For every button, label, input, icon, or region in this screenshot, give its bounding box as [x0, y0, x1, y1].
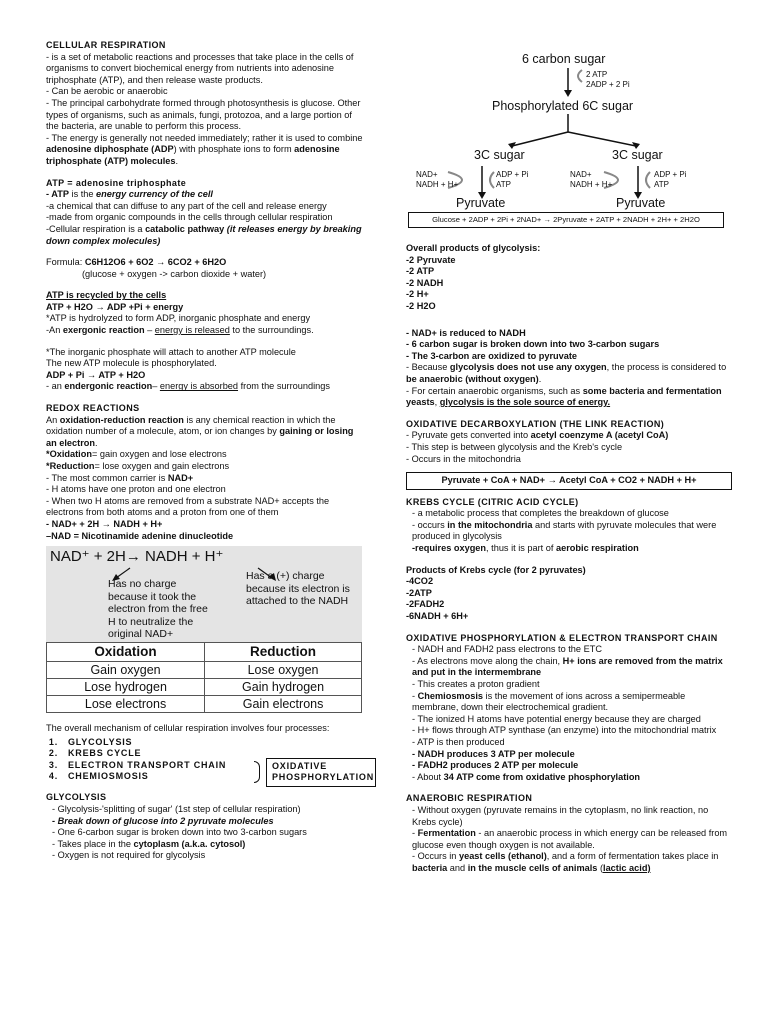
reduction-definition: *Reduction= lose oxygen and gain electrons: [46, 461, 230, 471]
glycolysis-products-heading: Overall products of glycolysis:: [406, 243, 541, 253]
atp-line-1: - ATP is the energy currency of the cell: [46, 189, 213, 200]
table-cell: Gain electrons: [205, 696, 362, 713]
left-column: [46, 40, 375, 862]
right-column: [406, 243, 732, 875]
list-item: 3. ELECTRON TRANSPORT CHAIN: [48, 759, 227, 770]
list-item: -2 Pyruvate: [406, 254, 456, 265]
nad-illustration: [46, 546, 362, 642]
table-cell: Gain hydrogen: [205, 679, 362, 696]
cellular-respiration-heading: CELLULAR RESPIRATION: [46, 40, 166, 50]
nad-no-charge-note: Has no charge because it took the electron from the free H to neutralize the original NAD+: [108, 578, 208, 641]
etc-line-8: - NADH produces 3 ATP per molecule: [412, 748, 575, 759]
atp-hydrolysis-note: *ATP is hydrolyzed to form ADP, inorganic phosphate and energy: [46, 313, 311, 324]
krebs-heading: KREBS CYCLE (CITRIC ACID CYCLE): [406, 496, 579, 507]
reduction-column-header: Reduction: [205, 643, 362, 662]
nadh-right-label: NADH + H+: [570, 180, 613, 189]
list-item: -2 H+: [406, 289, 429, 300]
atp-input-label: 2 ATP: [586, 70, 608, 79]
table-row: [47, 696, 362, 713]
etc-line-5: - The ionized H atoms have potential energy because they are charged: [412, 713, 701, 724]
h-atom-note: - H atoms have one proton and one electron: [46, 484, 226, 495]
respiration-carbohydrate: - The principal carbohydrate formed through photosynthesis is glucose. Other types of organisms, such as animals, fungi, protozoa, and a large portion of the bacteria, are unable to perform this process.: [46, 97, 361, 132]
pyruvate-right-label: Pyruvate: [616, 196, 666, 210]
atp-heading: ATP = adenosine triphosphate: [46, 177, 187, 188]
atp-right-label: ATP: [654, 180, 669, 189]
etc-line-6: - H+ flows through ATP synthase (an enzyme) into the mitochondrial matrix: [412, 725, 717, 736]
table-cell: Lose hydrogen: [47, 679, 205, 696]
list-item: 4. CHEMIOSMOSIS: [48, 770, 149, 781]
list-item: -2ATP: [406, 587, 432, 598]
glycolysis-note-3: - The 3-carbon are oxidized to pyruvate: [406, 350, 578, 361]
glycolysis-note-5: - For certain anaerobic organisms, such as some bacteria and fermentation yeasts, glycolysis is the sole source of energy.: [406, 385, 722, 408]
atp-line-2: -a chemical that can diffuse to any part of the cell and release energy: [46, 200, 327, 211]
krebs-line-1: - a metabolic process that completes the breakdown of glucose: [412, 508, 669, 519]
etc-line-4: - Chemiosmosis is the movement of ions across a semipermeable membrane, down their electrochemical gradient.: [412, 690, 686, 713]
etc-line-1: - NADH and FADH2 pass electrons to the ETC: [412, 644, 602, 655]
etc-line-9: - FADH2 produces 2 ATP per molecule: [412, 760, 579, 771]
glycolysis-line-5: - Oxygen is not required for glycolysis: [52, 850, 206, 861]
oxidative-phosphorylation-box: OXIDATIVE PHOSPHORYLATION: [266, 758, 376, 787]
glycolysis-line-3: - One 6-carbon sugar is broken down into two 3-carbon sugars: [52, 827, 307, 838]
phosphorylated-sugar-label: Phosphorylated 6C sugar: [492, 99, 634, 113]
link-reaction-equation: Pyruvate + CoA + NAD+ → Acetyl CoA + CO2 + NADH + H+: [406, 472, 732, 490]
respiration-formula-words: (glucose + oxygen -> carbon dioxide + water): [82, 268, 267, 279]
list-item: -2 H2O: [406, 300, 436, 311]
link-line-2: - This step is between glycolysis and the Kreb's cycle: [406, 441, 623, 452]
three-carbon-sugar-left: 3C sugar: [474, 148, 525, 162]
atp-recycled: ATP is recycled by the cells: [46, 290, 167, 301]
atp-left-label: ATP: [496, 180, 511, 189]
atp-synthesis-equation: ADP + Pi → ATP + H2O: [46, 369, 146, 380]
table-cell: Gain oxygen: [47, 662, 205, 679]
atp-line-3: -made from organic compounds in the cells through cellular respiration: [46, 212, 333, 223]
nad-reduction-equation: - NAD+ + 2H → NADH + H+: [46, 518, 163, 529]
etc-heading: OXIDATIVE PHOSPHORYLATION & ELECTRON TRANSPORT CHAIN: [406, 632, 718, 643]
oxidation-reduction-table: [46, 642, 362, 713]
adp-output-label: 2ADP + 2 Pi: [586, 80, 630, 89]
nad-right-label: NAD+: [570, 170, 592, 179]
etc-line-7: - ATP is then produced: [412, 736, 505, 747]
nad-equation-large: NAD⁺ + 2H→ NADH + H⁺: [50, 548, 224, 566]
list-item: -2 ATP: [406, 266, 435, 277]
glycolysis-equation-box: Glucose + 2ADP + 2Pi + 2NAD+ → 2Pyruvate + 2ATP + 2NADH + 2H+ + 2H2O: [408, 212, 724, 228]
table-row: [47, 662, 362, 679]
respiration-formula: Formula: C6H12O6 + 6O2 → 6CO2 + 6H2O: [46, 257, 227, 268]
glycolysis-note-2: - 6 carbon sugar is broken down into two 3-carbon sugars: [406, 339, 660, 350]
link-line-3: - Occurs in the mitochondria: [406, 453, 521, 464]
atp-hydrolysis-equation: ATP + H2O → ADP +Pi + energy: [46, 301, 184, 312]
anaerobic-line-2: - Fermentation - an anaerobic process in which energy can be released from glucose even though oxygen is not available.: [412, 828, 728, 850]
table-cell: Lose oxygen: [205, 662, 362, 679]
phosphorylated-note: The new ATP molecule is phosphorylated.: [46, 358, 217, 369]
three-carbon-sugar-right: 3C sugar: [612, 148, 663, 162]
glycolysis-products-list: [406, 255, 732, 313]
anaerobic-line-3: - Occurs in yeast cells (ethanol), and a form of fermentation takes place in bacteria and in the muscle cells of animals (lactic acid): [412, 851, 719, 873]
list-item: -2FADH2: [406, 599, 445, 610]
anaerobic-line-1: - Without oxygen (pyruvate remains in the cytoplasm, no link reaction, no Krebs cycle): [412, 804, 709, 827]
carrier-note: - The most common carrier is NAD+: [46, 472, 194, 483]
list-item: 2. KREBS CYCLE: [48, 748, 142, 759]
nad-left-label: NAD+: [416, 170, 438, 179]
glycolysis-line-4: - Takes place in the cytoplasm (a.k.a. cytosol): [52, 838, 246, 849]
krebs-products-list: [406, 576, 732, 622]
endergonic-note: - an endergonic reaction– energy is absorbed from the surroundings: [46, 381, 330, 392]
krebs-line-2: - occurs in the mitochondria and starts with pyruvate molecules that were produced in glycolysis: [412, 519, 717, 542]
respiration-definition: - is a set of metabolic reactions and processes that take place in the cells of organisms to convert biochemical energy from nutrients into adenosine triphosphate (ATP), and then release waste products.: [46, 51, 354, 85]
list-item: -2 NADH: [406, 277, 444, 288]
oxidation-definition: *Oxidation= gain oxygen and lose electrons: [46, 449, 227, 460]
table-cell: Lose electrons: [47, 696, 205, 713]
nadh-left-label: NADH + H+: [416, 180, 459, 189]
respiration-energy: - The energy is generally not needed immediately; rather it is used to combine adenosine diphosphate (ADP) with phosphate ions to form adenosine triphosphate (ATP) molecules.: [46, 132, 363, 166]
redox-heading: REDOX REACTIONS: [46, 403, 140, 414]
respiration-type: - Can be aerobic or anaerobic: [46, 86, 168, 97]
adp-right-label: ADP + Pi: [654, 170, 687, 179]
mechanism-intro: The overall mechanism of cellular respiration involves four processes:: [46, 723, 330, 734]
anaerobic-heading: ANAEROBIC RESPIRATION: [406, 793, 533, 804]
krebs-products-heading: Products of Krebs cycle (for 2 pyruvates): [406, 564, 586, 575]
link-reaction-heading: OXIDATIVE DECARBOXYLATION (THE LINK REACTION): [406, 418, 665, 429]
atp-line-4: -Cellular respiration is a catabolic pathway (it releases energy by breaking down complex molecules): [46, 223, 362, 246]
krebs-line-3: -requires oxygen, thus it is part of aerobic respiration: [412, 543, 639, 554]
inorganic-phosphate-note: *The inorganic phosphate will attach to another ATP molecule: [46, 346, 296, 357]
list-item: 1. GLYCOLYSIS: [48, 736, 133, 747]
bracket-icon: [254, 761, 260, 783]
list-item: -6NADH + 6H+: [406, 611, 469, 622]
link-line-1: - Pyruvate gets converted into acetyl coenzyme A (acetyl CoA): [406, 430, 669, 441]
glycolysis-line-2: - Break down of glucose into 2 pyruvate molecules: [52, 815, 274, 826]
table-row: [47, 679, 362, 696]
list-item: -4CO2: [406, 576, 434, 587]
process-list: [46, 736, 375, 783]
adp-left-label: ADP + Pi: [496, 170, 529, 179]
etc-line-2: - As electrons move along the chain, H+ ions are removed from the matrix and put in the intermembrane: [412, 655, 723, 678]
oxidation-column-header: Oxidation: [47, 643, 205, 662]
nad-accepts-note: - When two H atoms are removed from a substrate NAD+ accepts the electrons from both atoms and a proton from one of them: [46, 495, 330, 518]
redox-definition: An oxidation-reduction reaction is any chemical reaction in which the oxidation number of a molecule, atom, or ion changes by gaining or losing an electron.: [46, 414, 354, 448]
glycolysis-heading: GLYCOLYSIS: [46, 792, 107, 803]
glycolysis-diagram: [400, 42, 730, 242]
pyruvate-left-label: Pyruvate: [456, 196, 506, 210]
etc-line-10: - About 34 ATP come from oxidative phosphorylation: [412, 771, 641, 782]
glycolysis-line-1: - Glycolysis-'splitting of sugar' (1st step of cellular respiration): [52, 803, 301, 814]
glycolysis-note-4: - Because glycolysis does not use any oxygen, the process is considered to be anaerobic (without oxygen).: [406, 362, 727, 384]
exergonic-note: -An exergonic reaction – energy is released to the surroundings.: [46, 325, 314, 336]
table-header-row: [47, 643, 362, 662]
six-carbon-sugar-label: 6 carbon sugar: [522, 52, 606, 66]
etc-line-3: - This creates a proton gradient: [412, 679, 540, 689]
nad-full-name: –NAD = Nicotinamide adenine dinucleotide: [46, 530, 234, 541]
glycolysis-note-1: - NAD+ is reduced to NADH: [406, 327, 526, 338]
nadh-charge-note: Has a (+) charge because its electron is attached to the NADH: [246, 570, 350, 608]
